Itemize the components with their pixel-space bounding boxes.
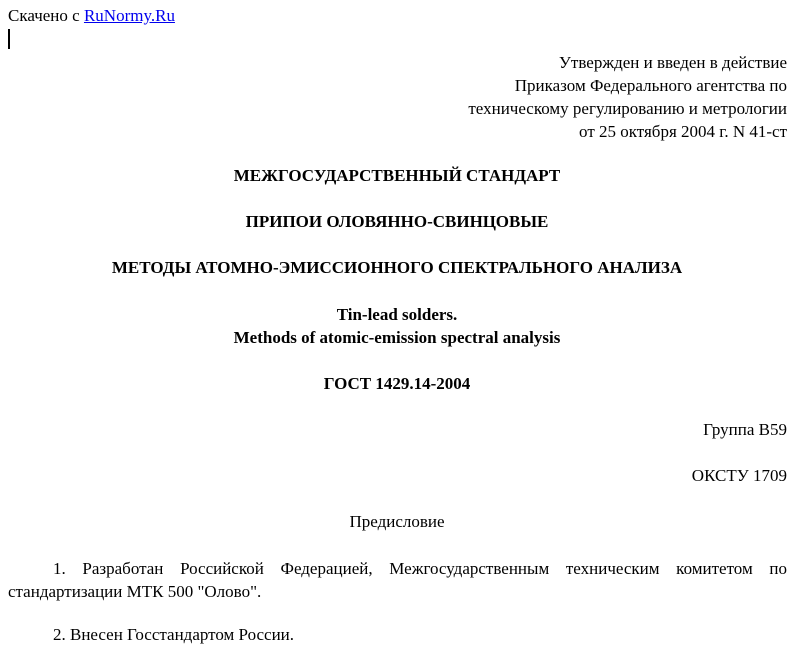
preface-item-1: 1. Разработан Российской Федерацией, Межгосударственным техническим комитетом по стандартизации МТК 500 "Олово". (8, 559, 787, 601)
group-code: Группа B59 (703, 420, 787, 439)
approval-block (468, 51, 787, 143)
title-english-2: Methods of atomic-emission spectral analysis (233, 328, 561, 347)
preface-heading: Предисловие (349, 512, 445, 531)
standard-type-heading: МЕЖГОСУДАРСТВЕННЫЙ СТАНДАРТ (233, 166, 561, 185)
gost-number: ГОСТ 1429.14-2004 (323, 374, 471, 393)
text-cursor (8, 29, 10, 49)
approval-line: Утвержден и введен в действие (558, 53, 787, 72)
approval-line: техническому регулированию и метрологии (468, 99, 787, 118)
source-line (8, 6, 175, 26)
source-prefix: Скачено с (8, 6, 84, 25)
source-link[interactable]: RuNormy.Ru (83, 6, 175, 25)
okstu-code: ОКСТУ 1709 (691, 466, 787, 485)
preface-item-2: 2. Внесен Госстандартом России. (53, 625, 295, 644)
title-russian-1: ПРИПОИ ОЛОВЯННО-СВИНЦОВЫЕ (245, 212, 549, 231)
approval-line: Приказом Федерального агентства по (514, 76, 787, 95)
title-russian-2: МЕТОДЫ АТОМНО-ЭМИССИОННОГО СПЕКТРАЛЬНОГО АНАЛИЗА (111, 258, 683, 277)
approval-line: от 25 октября 2004 г. N 41-ст (579, 122, 787, 141)
title-english-1: Tin-lead solders. (336, 305, 458, 324)
